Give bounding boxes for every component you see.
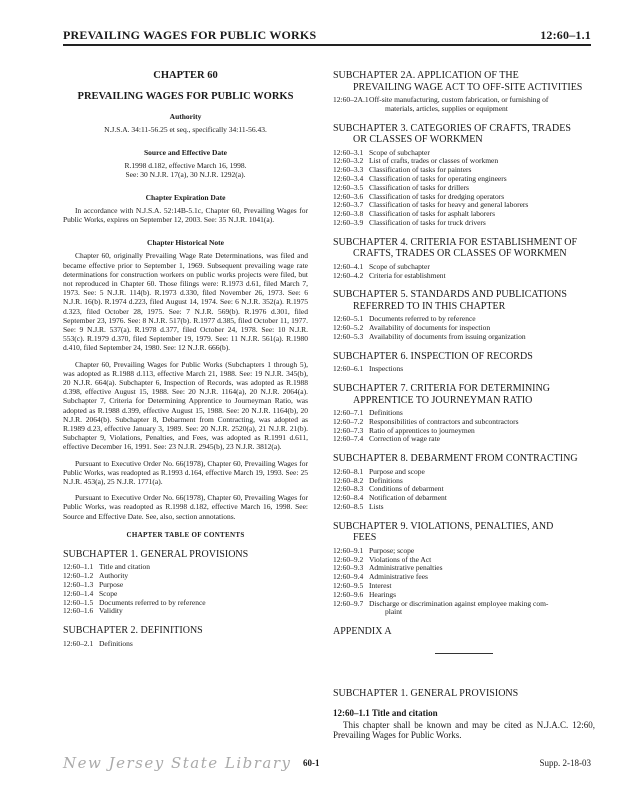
toc-entry-number: 12:60–3.2 xyxy=(333,156,364,166)
toc-entry-title xyxy=(369,272,595,281)
history-paragraph: Chapter 60, Prevailing Wages for Public Works (Subchapters 1 through 5), was adopted as R.1988 d.113, effective March 21, 1988. See: 19 N.J.R. 345(b), 20 N.J.R. 664(a). Subchapter 6, Inspection of Records, was adopted as R.1988 d.398, effective August 15, 1988. See: 20 N.J.R. 1164(a), 20 N.J.R. 2064(a). Subchapter 7, Criteria for Determining Apprentice to Journeyman Ratio, was adopted as R.1988 d.399, effective August 15, 1988. See: 20 N.J.R. 1164(b), 20 N.J.R. 2064(b). Subchapter 8, Debarment from Contracting, was adopted as R.1989 d.23, effective January 3, 1989. See: 20 N.J.R. 2520(a), 21 N.J.R. 21(b). Subchapter 9, Violations, Penalties, and Fees, was adopted as R.1991 d.611, effective December 16, 1991. See: 23 N.J.R. 2945(b), 23 N.J.R. 3812(a). xyxy=(63,359,308,452)
toc-subchapter-heading-cont: REFERRED TO IN THIS CHAPTER xyxy=(353,300,506,312)
toc-subchapter-heading-text: SUBCHAPTER 4. CRITERIA FOR ESTABLISHMENT OF xyxy=(333,236,578,248)
authority-text: N.J.S.A. 34:11-56.25 et seq., specifically 34:11-56.43. xyxy=(104,125,267,134)
toc-entry[interactable] xyxy=(333,600,595,618)
toc-entry-number: 12:60–2.1 xyxy=(63,638,94,648)
toc-subchapter-heading xyxy=(63,549,308,561)
toc-subchapter-heading-cont: APPRENTICE TO JOURNEYMAN RATIO xyxy=(353,394,533,406)
toc-subchapter-heading xyxy=(333,383,595,406)
toc-entry-number: 12:60–3.1 xyxy=(333,147,364,157)
toc-entry-number: 12:60–4.2 xyxy=(333,270,364,280)
toc-entry[interactable] xyxy=(333,96,595,114)
toc-subchapter xyxy=(333,123,595,228)
toc-entry-title-text: Correction of wage rate xyxy=(369,434,441,444)
toc-entry-title-text: Classification of tasks for painters xyxy=(369,165,472,175)
section-text: This chapter shall be known and may be cited as N.J.A.C. 12:60, Prevailing Wages for Public Works. xyxy=(333,719,595,741)
toc-entry-title-text: Criteria for establishment xyxy=(369,270,446,280)
running-head-section: 12:60–1.1 xyxy=(540,28,591,42)
toc-entry-title xyxy=(369,503,595,512)
toc-entry[interactable] xyxy=(63,640,308,649)
toc-subchapter-heading-cont: PREVAILING WAGE ACT TO OFF-SITE ACTIVITIES xyxy=(353,81,583,93)
toc-entry-title-text: Documents referred to by reference xyxy=(99,597,206,607)
running-head-title: PREVAILING WAGES FOR PUBLIC WORKS xyxy=(63,28,317,42)
toc-entry-number: 12:60–1.2 xyxy=(63,571,94,581)
toc-subchapter-heading xyxy=(333,453,595,465)
toc-entry-title-text: Administrative penalties xyxy=(369,563,443,573)
toc-entry-title-text: Documents referred to by reference xyxy=(369,314,476,324)
toc-subchapter-heading xyxy=(333,521,595,544)
section-heading: 12:60–1.1 Title and citation xyxy=(333,707,438,718)
toc-entry[interactable] xyxy=(333,272,595,281)
toc-subchapter-heading xyxy=(333,237,595,260)
history-heading: Chapter Historical Note xyxy=(147,238,224,248)
toc-subchapter-heading-text: SUBCHAPTER 9. VIOLATIONS, PENALTIES, AND xyxy=(333,520,554,532)
right-column xyxy=(333,70,595,741)
toc-entry-number: 12:60–1.4 xyxy=(63,588,94,598)
toc-entry-title xyxy=(99,599,308,608)
toc-entry-title-text: Hearings xyxy=(369,589,397,599)
toc-entry-number: 12:60–1.1 xyxy=(63,562,94,572)
toc-entry-title-text: Lists xyxy=(369,501,384,511)
toc-subchapter xyxy=(63,549,308,616)
toc-entry-number: 12:60–1.6 xyxy=(63,606,94,616)
toc-entry-number: 12:60–6.1 xyxy=(333,364,364,374)
toc-entry-number: 12:60–9.2 xyxy=(333,554,364,564)
toc-left xyxy=(63,549,308,649)
toc-entry-number: 12:60–8.4 xyxy=(333,493,364,503)
toc-entry-number: 12:60–9.3 xyxy=(333,563,364,573)
toc-entry-title-text: Interest xyxy=(369,580,392,590)
toc-entry-title-text: Classification of tasks for dredging operators xyxy=(369,191,505,201)
toc-subchapter-heading-cont: CRAFTS, TRADES OR CLASSES OF WORKMEN xyxy=(353,248,567,260)
toc-entry-number: 12:60–5.2 xyxy=(333,323,364,333)
history-paragraph: Pursuant to Executive Order No. 66(1978), Chapter 60, Prevailing Wages for Public Works, was readopted as R.1993 d.164, effective March 19, 1993. See: 25 N.J.R. 453(a), 25 N.J.R. 1771(a). xyxy=(63,458,308,487)
header-rule xyxy=(63,44,591,46)
toc-entry-title-text: Purpose; scope xyxy=(369,545,415,555)
toc-entry-number: 12:60–7.4 xyxy=(333,434,364,444)
toc-subchapter-heading xyxy=(63,625,308,637)
source-text xyxy=(63,161,308,179)
toc-subchapter-heading-text: SUBCHAPTER 5. STANDARDS AND PUBLICATIONS xyxy=(333,289,567,301)
toc-entry-number: 12:60–3.6 xyxy=(333,191,364,201)
toc-entry[interactable] xyxy=(333,365,595,374)
toc-entry-number: 12:60–8.3 xyxy=(333,484,364,494)
toc-entry-number: 12:60–3.3 xyxy=(333,165,364,175)
toc-entry-title-text: Availability of documents from issuing organization xyxy=(369,331,526,341)
toc-entry-number: 12:60–3.8 xyxy=(333,209,364,219)
toc-entry[interactable] xyxy=(333,435,595,444)
toc-entry-number: 12:60–8.2 xyxy=(333,475,364,485)
toc-entry-title-text: Responsibilities of contractors and subcontractors xyxy=(369,416,519,426)
appendix-entry: APPENDIX A xyxy=(333,626,392,638)
toc-subchapter-heading xyxy=(333,123,595,146)
toc-entry-number: 12:60–8.1 xyxy=(333,466,364,476)
toc-subchapter-heading-cont: FEES xyxy=(353,532,377,544)
toc-entry-number: 12:60–1.5 xyxy=(63,597,94,607)
toc-entry-title-text: Classification of tasks for asphalt laborers xyxy=(369,209,496,219)
toc-entry-number: 12:60–9.6 xyxy=(333,589,364,599)
toc-entry-title-text: Definitions xyxy=(369,408,403,418)
supplement-date: Supp. 2-18-03 xyxy=(539,758,591,768)
expiration-heading: Chapter Expiration Date xyxy=(145,193,226,202)
toc-entry-title-text: Validity xyxy=(99,606,123,616)
toc-entry-title xyxy=(99,581,308,590)
toc-entry-number: 12:60–5.1 xyxy=(333,314,364,324)
toc-entry-title-text: Conditions of debarment xyxy=(369,484,444,494)
toc-subchapter xyxy=(333,237,595,281)
toc-entry-number: 12:60–8.5 xyxy=(333,501,364,511)
toc-entry-title-text: Inspections xyxy=(369,364,404,374)
toc-entry-number: 12:60–5.3 xyxy=(333,331,364,341)
toc-entry-title xyxy=(369,365,595,374)
toc-entry-title-text: Availability of documents for inspection xyxy=(369,323,491,333)
toc-entry-title-text: Purpose and scope xyxy=(369,466,425,476)
toc-entry-title xyxy=(369,96,595,114)
toc-subchapter-heading xyxy=(333,351,595,363)
toc-entry-title-text: Definitions xyxy=(369,475,403,485)
toc-entry-title-text: Scope of subchapter xyxy=(369,261,430,271)
toc-entry-title xyxy=(369,333,595,342)
toc-entry-number: 12:60–9.4 xyxy=(333,572,364,582)
history-paragraph: Pursuant to Executive Order No. 66(1978), Chapter 60, Prevailing Wages for Public Works, was readopted as R.1998 d.182, effective March 16, 1998. See: Source and Effective Date. See, also, section annotations. xyxy=(63,493,308,521)
authority-heading: Authority xyxy=(169,112,202,121)
toc-entry-title xyxy=(369,582,595,591)
toc-entry-number: 12:60–4.1 xyxy=(333,261,364,271)
toc-entry-title-text: Classification of tasks for heavy and general laborers xyxy=(369,200,529,210)
toc-entry-title-text: Scope of subchapter xyxy=(369,147,430,157)
toc-entry-title-wrap: materials, articles, supplies or equipment xyxy=(385,103,508,113)
toc-entry-number: 12:60–7.3 xyxy=(333,425,364,435)
toc-entry-title-text: Ratio of apprentices to journeymen xyxy=(369,425,475,435)
toc-entry-title-text: Scope xyxy=(99,588,118,598)
toc-entry-title-text: Classification of tasks for truck drivers xyxy=(369,217,486,227)
toc-entry-number: 12:60–7.2 xyxy=(333,416,364,426)
toc-subchapter xyxy=(333,521,595,617)
toc-entry-title xyxy=(99,640,308,649)
toc-entry-number: 12:60–9.7 xyxy=(333,598,364,608)
toc-entry-title-text: List of crafts, trades or classes of workmen xyxy=(369,156,499,166)
chapter-number: CHAPTER 60 xyxy=(153,70,218,81)
toc-entry-title-text: Classification of tasks for drillers xyxy=(369,182,469,192)
toc-entry-title-text: Authority xyxy=(99,571,129,581)
source-line: R.1998 d.182, effective March 16, 1998. xyxy=(124,161,247,170)
toc-entry-title xyxy=(369,494,595,503)
toc-entry-number: 12:60–9.5 xyxy=(333,580,364,590)
toc-subchapter-heading-text: SUBCHAPTER 7. CRITERIA FOR DETERMINING xyxy=(333,383,550,395)
toc-entry-number: 12:60–3.4 xyxy=(333,173,364,183)
toc-entry-title-text: Definitions xyxy=(99,638,133,648)
toc-entry[interactable] xyxy=(63,607,308,616)
toc-entry-number: 12:60–3.5 xyxy=(333,182,364,192)
toc-entry-title xyxy=(369,435,595,444)
toc-entry-title-text: Discharge or discrimination against employee making com- xyxy=(369,598,549,608)
toc-entry-title-wrap: plaint xyxy=(385,607,403,617)
toc-entry-title xyxy=(99,563,308,572)
toc-entry-title-text: Off-site manufacturing, custom fabrication, or furnishing of xyxy=(369,95,549,104)
toc-subchapter xyxy=(63,625,308,648)
toc-entry-title xyxy=(99,607,308,616)
toc-subchapter-heading-text: SUBCHAPTER 2. DEFINITIONS xyxy=(63,625,203,637)
toc-subchapter-heading xyxy=(333,289,595,312)
toc-entry[interactable] xyxy=(333,503,595,512)
expiration-text: In accordance with N.J.S.A. 52:14B-5.1c, Chapter 60, Prevailing Wages for Public Works, expires on September 12, 2003. See: 35 N.J.R. 1041(a). xyxy=(63,206,308,225)
library-watermark: New Jersey State Library xyxy=(63,754,292,772)
section-divider xyxy=(435,653,493,654)
toc-entry[interactable] xyxy=(333,333,595,342)
toc-entry-number: 12:60–2A.1 xyxy=(333,95,369,104)
toc-subchapter-heading-text: SUBCHAPTER 8. DEBARMENT FROM CONTRACTING xyxy=(333,453,578,465)
toc-entry-title-text: Violations of the Act xyxy=(369,554,432,564)
toc-subchapter xyxy=(333,383,595,444)
toc-entry-title xyxy=(369,573,595,582)
toc-entry-number: 12:60–1.3 xyxy=(63,579,94,589)
history-paragraph: Chapter 60, originally Prevailing Wage Rate Determinations, was filed and became effective prior to September 1, 1969. Subsequent prevailing wage rate determinations for construction workers on public works projects were filed, but not reproduced in Chapter 60. Those filings were: R.1973 d.61, filed March 7, 1973. See: 5 N.J.R. 114(b). R.1973 d.330, filed November 26, 1973. See: 6 N.J.R. 16(b). R.1974 d.223, filed August 14, 1974. See: 6 N.J.R. 352(a). R.1975 d.323, filed October 28, 1975. See: 7 N.J.R. 569(b). R.1976 d.301, filed September 23, 1976. See: 8 N.J.R. 517(b). R.1977 d.385, filed October 11, 1977. See: 9 N.J.R. 537(a). R.1978 d.377, filed October 24, 1978. See: 10 N.J.R. 553(c). R.1979 d.370, filed September 19, 1979. See: 11 N.J.R. 561(a). R.1980 d.410, filed September 24, 1980. See: 12 N.J.R. 666(b). xyxy=(63,251,308,353)
toc-entry-title-text: Administrative fees xyxy=(369,572,428,582)
source-line: See: 30 N.J.R. 17(a), 30 N.J.R. 1292(a). xyxy=(125,170,246,179)
toc-subchapter xyxy=(333,289,595,341)
toc-subchapter-heading xyxy=(333,70,595,93)
toc-entry-title-text: Purpose xyxy=(99,579,124,589)
toc-entry-title xyxy=(369,219,595,228)
source-heading: Source and Effective Date xyxy=(144,148,227,157)
toc-right xyxy=(333,70,595,617)
toc-subchapter xyxy=(333,70,595,114)
toc-subchapter-heading-text: SUBCHAPTER 6. INSPECTION OF RECORDS xyxy=(333,350,533,362)
toc-entry-title-text: Notification of debarment xyxy=(369,493,447,503)
toc-entry[interactable] xyxy=(333,219,595,228)
toc-subchapter-heading-text: SUBCHAPTER 3. CATEGORIES OF CRAFTS, TRADES xyxy=(333,122,571,134)
toc-subchapter-heading-text: SUBCHAPTER 2A. APPLICATION OF THE xyxy=(333,70,519,81)
toc-title: CHAPTER TABLE OF CONTENTS xyxy=(126,530,245,539)
toc-entry-number: 12:60–9.1 xyxy=(333,545,364,555)
body-subchapter-heading: SUBCHAPTER 1. GENERAL PROVISIONS xyxy=(333,688,519,700)
toc-entry-title xyxy=(369,600,595,618)
toc-subchapter-heading-text: SUBCHAPTER 1. GENERAL PROVISIONS xyxy=(63,548,249,560)
toc-entry-number: 12:60–7.1 xyxy=(333,408,364,418)
toc-entry-number: 12:60–3.9 xyxy=(333,217,364,227)
toc-entry-title-text: Title and citation xyxy=(99,562,150,572)
left-column xyxy=(63,70,308,657)
toc-subchapter xyxy=(333,351,595,374)
chapter-name: PREVAILING WAGES FOR PUBLIC WORKS xyxy=(77,91,294,102)
toc-subchapter-heading-cont: OR CLASSES OF WORKMEN xyxy=(353,134,483,146)
toc-entry-number: 12:60–3.7 xyxy=(333,200,364,210)
toc-subchapter xyxy=(333,453,595,511)
toc-entry-title xyxy=(99,572,308,581)
toc-entry-title-text: Classification of tasks for operating engineers xyxy=(369,173,507,183)
page-number: 60-1 xyxy=(303,758,320,768)
